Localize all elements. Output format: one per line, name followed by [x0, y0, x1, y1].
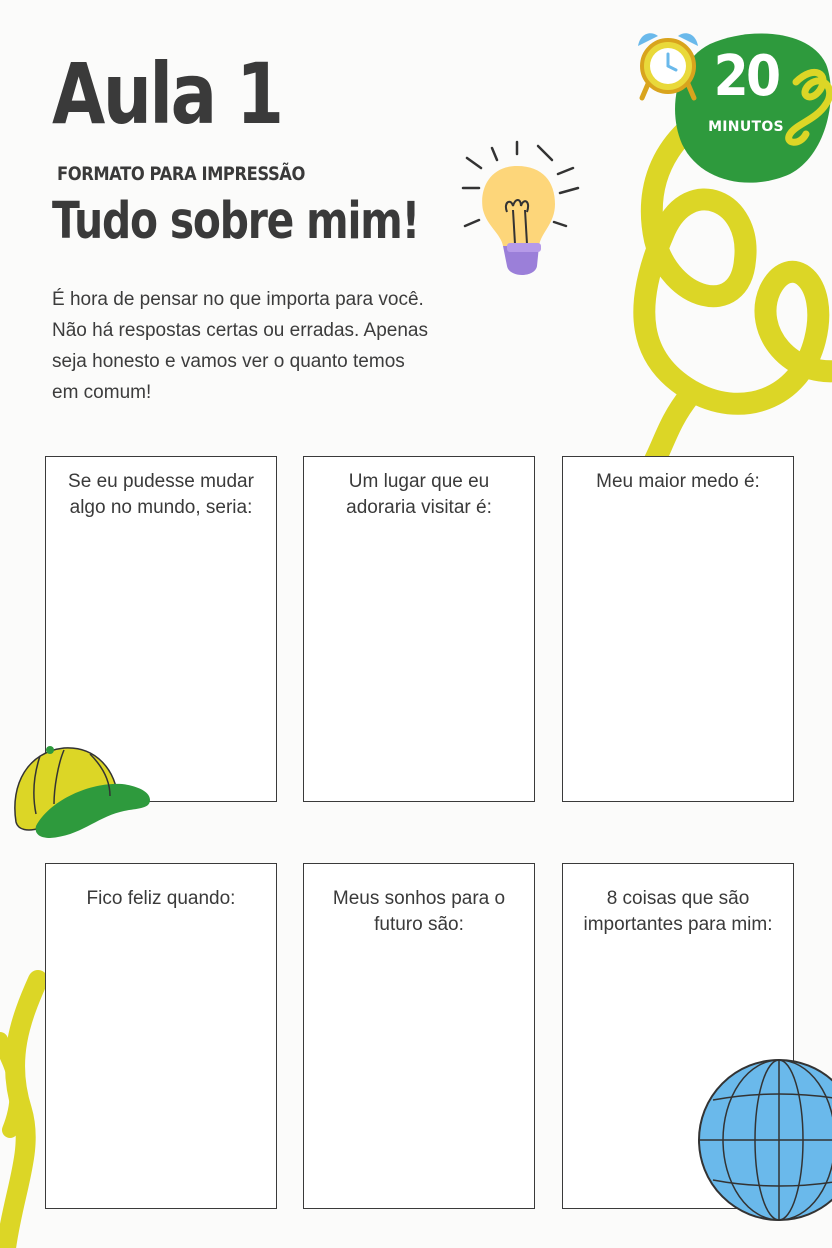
page-title: Aula 1 [52, 45, 282, 143]
intro-paragraph: É hora de pensar no que importa para você. Não há respostas certas ou erradas. Apenas seja honesto e vamos ver o quanto temos em comum! [52, 289, 429, 403]
page-subtitle: Tudo sobre mim! [52, 192, 419, 251]
timer-minutes-value: 20 [713, 44, 779, 109]
prompt-box-biggest-fear[interactable] [562, 456, 794, 802]
print-format-label: FORMATO PARA IMPRESSÃO [57, 163, 305, 185]
globe-icon [695, 1056, 832, 1226]
prompt-label: 8 coisas que são importantes para mim: [583, 888, 773, 935]
prompt-label: Se eu pudesse mudar algo no mundo, seria: [68, 471, 254, 518]
cap-icon [10, 744, 155, 840]
scribble-decoration-bottom-2 [0, 1040, 18, 1130]
prompt-label: Fico feliz quando: [86, 888, 236, 909]
prompt-box-happy-when[interactable] [45, 863, 277, 1209]
lightbulb-icon [455, 138, 585, 298]
timer-minutes-unit: MINUTOS [708, 119, 784, 135]
prompt-label: Um lugar que eu adoraria visitar é: [346, 471, 492, 518]
alarm-clock-icon [638, 33, 698, 98]
prompt-box-dream-place[interactable] [303, 456, 535, 802]
prompt-label: Meus sonhos para o futuro são: [332, 888, 506, 935]
prompt-box-future-dreams[interactable] [303, 863, 535, 1209]
prompt-label: Meu maior medo é: [596, 471, 760, 492]
